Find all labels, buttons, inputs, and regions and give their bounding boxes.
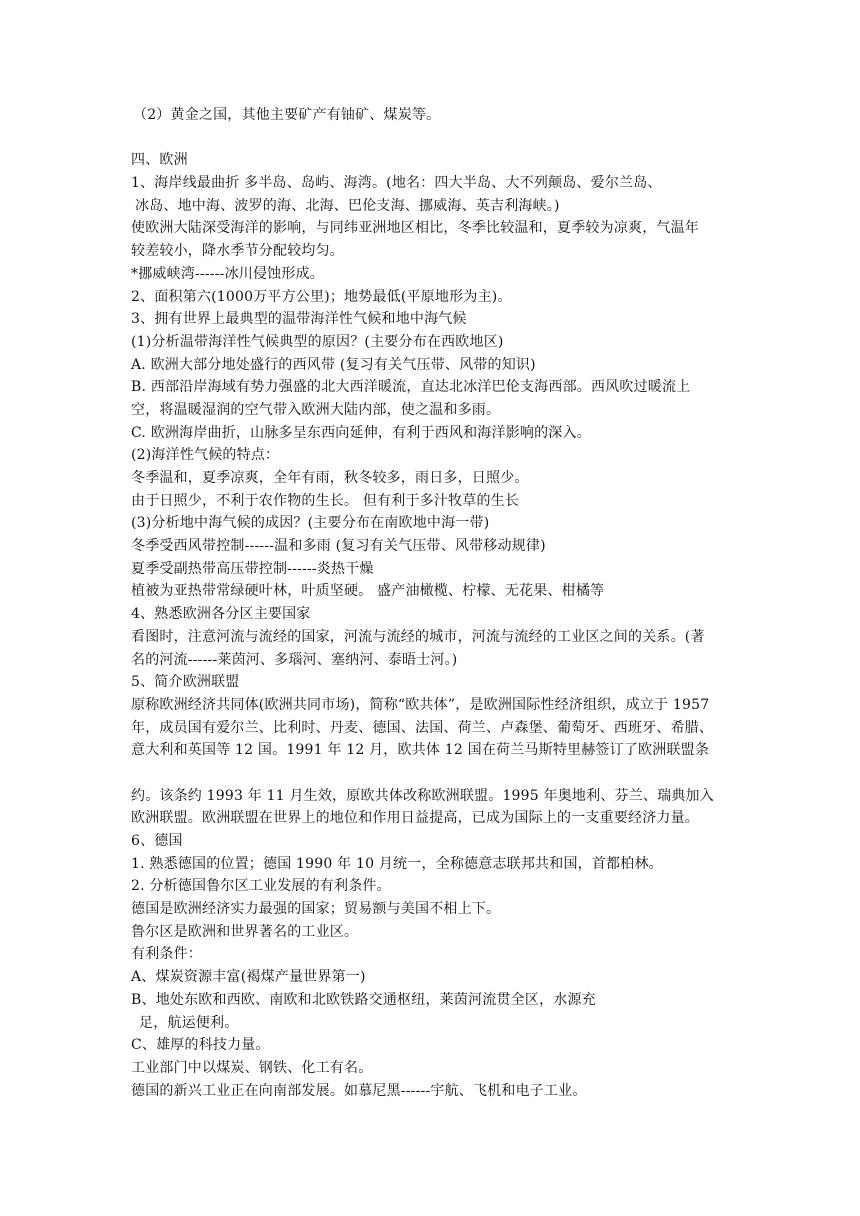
text-line: *挪威峡湾------冰川侵蚀形成。 <box>131 265 324 282</box>
text-line: C. 欧洲海岸曲折，山脉多呈东西向延伸，有利于西风和海洋影响的深入。 <box>131 424 591 441</box>
text-line: 由于日照少，不利于农作物的生长。 但有利于多汁牧草的生长 <box>131 492 520 509</box>
text-line: 原称欧洲经济共同体(欧洲共同市场)，简称“欧共体”，是欧洲国际性经济组织，成立于 1957 <box>131 696 710 713</box>
text-line: 名的河流------莱茵河、多瑙河、塞纳河、泰晤士河。) <box>131 651 458 668</box>
text-line: 足，航运便利。 <box>139 1014 239 1031</box>
text-line: 欧洲联盟。欧洲联盟在世界上的地位和作用日益提高，已成为国际上的一支重要经济力量。 <box>131 810 699 827</box>
text-line: 冬季温和，夏季凉爽，全年有雨，秋冬较多，雨日多，日照少。 <box>131 470 529 486</box>
text-line: 植被为亚热带常绿硬叶林，叶质坚硬。 盛产油橄榄、柠檬、无花果、柑橘等 <box>131 583 605 600</box>
text-line: 年，成员国有爱尔兰、比利时、丹麦、德国、法国、荷兰、卢森堡、葡萄牙、西班牙、希腊、 <box>131 719 714 736</box>
text-line: (2)海洋性气候的特点： <box>131 447 280 464</box>
text-line: (3)分析地中海气候的成因？(主要分布在南欧地中海一带) <box>131 515 490 532</box>
text-line: 夏季受副热带高压带控制------炎热干燥 <box>131 560 374 577</box>
text-line: 4、熟悉欧洲各分区主要国家 <box>131 606 311 623</box>
text-line: 工业部门中以煤炭、钢铁、化工有名。 <box>131 1059 373 1076</box>
text-line: 四、欧洲 <box>131 152 188 169</box>
blank-line <box>131 127 741 150</box>
text-line: 使欧洲大陆深受海洋的影响，与同纬亚洲地区相比，冬季比较温和，夏季较为凉爽，气温年 <box>131 220 699 237</box>
text-line: 较差较小，降水季节分配较均匀。 <box>131 243 344 260</box>
text-line: 鲁尔区是欧洲和世界著名的工业区。 <box>131 923 359 940</box>
text-line: (1)分析温带海洋性气候典型的原因？(主要分布在西欧地区) <box>131 333 504 350</box>
text-line: B、地处东欧和西欧、南欧和北欧铁路交通枢纽，莱茵河流贯全区，水源充 <box>131 991 596 1008</box>
text-line: 冬季受西风带控制------温和多雨 (复习有关气压带、风带移动规律) <box>131 538 546 555</box>
text-line: 3、拥有世界上最典型的温带海洋性气候和地中海气候 <box>131 311 467 328</box>
text-line: 1、海岸线最曲折 多半岛、岛屿、海湾。(地名：四大半岛、大不列颠岛、爱尔兰岛、 <box>131 175 662 192</box>
text-line: 德国的新兴工业正在向南部发展。如慕尼黑------宇航、飞机和电子工业。 <box>131 1082 587 1099</box>
text-line: 2. 分析德国鲁尔区工业发展的有利条件。 <box>131 878 391 895</box>
text-line: A、煤炭资源丰富(褐煤产量世界第一) <box>131 969 366 986</box>
text-line: （2）黄金之国，其他主要矿产有铀矿、煤炭等。 <box>133 107 441 123</box>
text-line: 看图时，注意河流与流经的国家，河流与流经的城市，河流与流经的工业区之间的关系。(著 <box>131 628 705 645</box>
text-line: A. 欧洲大部分地处盛行的西风带 (复习有关气压带、风带的知识) <box>131 356 536 373</box>
blank-line <box>131 762 741 785</box>
text-line: 意大利和英国等 12 国。1991 年 12 月，欧共体 12 国在荷兰马斯特里赫签订了欧洲联盟条 <box>131 742 710 759</box>
text-line: 有利条件： <box>131 946 202 963</box>
text-line: 1. 熟悉德国的位置；德国 1990 年 10 月统一，全称德意志联邦共和国，首都柏林。 <box>131 855 663 872</box>
text-line: 约。该条约 1993 年 11 月生效，原欧共体改称欧洲联盟。1995 年奥地利、芬兰、瑞典加入 <box>131 787 714 804</box>
text-line: B. 西部沿岸海域有势力强盛的北大西洋暖流，直达北冰洋巴伦支海西部。西风吹过暖流上 <box>131 379 691 396</box>
text-line: 2、面积第六(1000万平方公里)；地势最低(平原地形为主)。 <box>131 288 512 305</box>
text-line: 5、简介欧洲联盟 <box>131 674 240 691</box>
text-line: C、雄厚的科技力量。 <box>131 1037 270 1054</box>
text-line: 6、德国 <box>131 833 183 849</box>
text-line: 德国是欧洲经济实力最强的国家；贸易额与美国不相上下。 <box>131 901 501 918</box>
document-body <box>131 104 741 1102</box>
text-line: 冰岛、地中海、波罗的海、北海、巴伦支海、挪威海、英吉利海峡。) <box>135 197 560 214</box>
text-line: 空，将温暖湿润的空气带入欧洲大陆内部，使之温和多雨。 <box>131 401 501 418</box>
